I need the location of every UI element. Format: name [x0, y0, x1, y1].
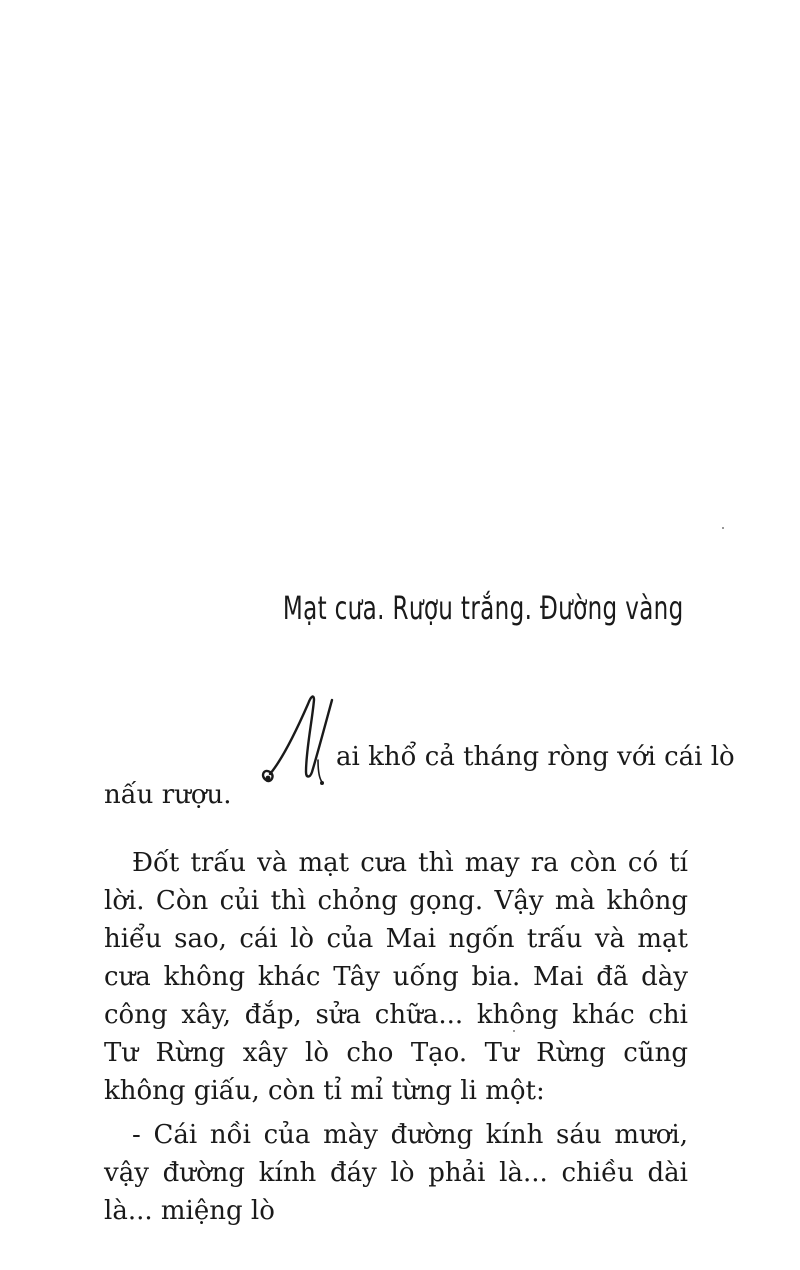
- body-text: [104, 730, 735, 1230]
- paragraph: Đốt trấu và mạt cưa thì may ra còn có tí lời. Còn củi thì chỏng gọng. Vậy mà không hiểu sao, cái lò của Mai ngốn trấu và mạt cưa không khác Tây uống bia. Mai đã dày công xây, đắp, sửa chữa... không khác chi Tư Rừng xây lò cho Tạo. Tư Rừng cũng không giấu, còn tỉ mỉ từng li một:: [104, 848, 688, 1106]
- opening-second-line: nấu rượu.: [104, 780, 232, 810]
- paragraph: - Cái nồi của mày đường kính sáu mươi, vậy đường kính đáy lò phải là... chiều dài là... miệng lò: [104, 1120, 688, 1226]
- dropcap-m: [256, 692, 346, 792]
- opening-first-line: ai khổ cả tháng ròng với cái lò: [336, 742, 735, 772]
- opening-paragraph: [104, 730, 735, 844]
- scan-speck: [513, 1030, 515, 1032]
- scan-speck: [722, 527, 724, 529]
- chapter-title: Mạt cưa. Rượu trắng. Đường vàng: [283, 589, 684, 627]
